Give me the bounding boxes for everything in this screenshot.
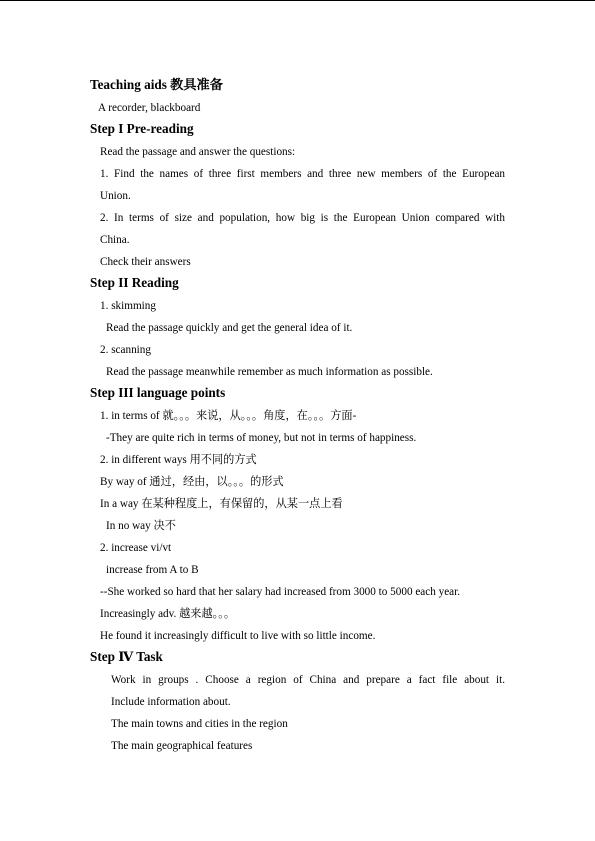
step3-line5: In a way 在某种程度上，有保留的，从某一点上看: [100, 498, 343, 510]
step2-item2: 2. scanning: [100, 344, 151, 356]
step1-question1-line2: Union.: [100, 190, 131, 202]
step2-heading: Step II Reading: [90, 275, 179, 290]
step1-check: Check their answers: [100, 256, 191, 268]
step3-line9: --She worked so hard that her salary had increased from 3000 to 5000 each year.: [100, 586, 461, 598]
step4-line1: Work in groups . Choose a region of China and prepare a fact file about it.: [111, 674, 505, 686]
step1-question1-line1: 1. Find the names of three first members and three new members of the European: [100, 168, 505, 180]
step2-item1-desc: Read the passage quickly and get the general idea of it.: [106, 322, 353, 334]
step3-line10: Increasingly adv. 越来越。。。: [100, 608, 236, 620]
step3-line3: 2. in different ways 用不同的方式: [100, 454, 257, 466]
step3-line2: -They are quite rich in terms of money, but not in terms of happiness.: [106, 432, 417, 444]
step3-line7: 2. increase vi/vt: [100, 542, 172, 554]
step3-heading: Step III language points: [90, 385, 226, 400]
step1-question2-line1: 2. In terms of size and population, how big is the European Union compared with: [100, 212, 505, 224]
teaching-aids-text: A recorder, blackboard: [98, 102, 201, 114]
step4-heading: Step Ⅳ Task: [90, 649, 163, 664]
step3-line8: increase from A to B: [106, 564, 199, 576]
step1-heading: Step I Pre-reading: [90, 121, 194, 136]
step4-line2: Include information about.: [111, 696, 231, 708]
step4-line3: The main towns and cities in the region: [111, 718, 288, 730]
teaching-aids-heading: Teaching aids 教具准备: [90, 77, 223, 92]
step2-item1: 1. skimming: [100, 300, 156, 312]
step3-line1: 1. in terms of 就。。。来说，从。。。角度，在。。。方面-: [100, 410, 357, 422]
step1-intro: Read the passage and answer the questions:: [100, 146, 296, 158]
step1-question2-line2: China.: [100, 234, 130, 246]
step3-line4: By way of 通过，经由，以。。。的形式: [100, 476, 284, 488]
step4-line4: The main geographical features: [111, 740, 253, 752]
step3-line6: In no way 决不: [106, 520, 176, 532]
step3-line11: He found it increasingly difficult to live with so little income.: [100, 630, 376, 642]
step2-item2-desc: Read the passage meanwhile remember as much information as possible.: [106, 366, 433, 378]
